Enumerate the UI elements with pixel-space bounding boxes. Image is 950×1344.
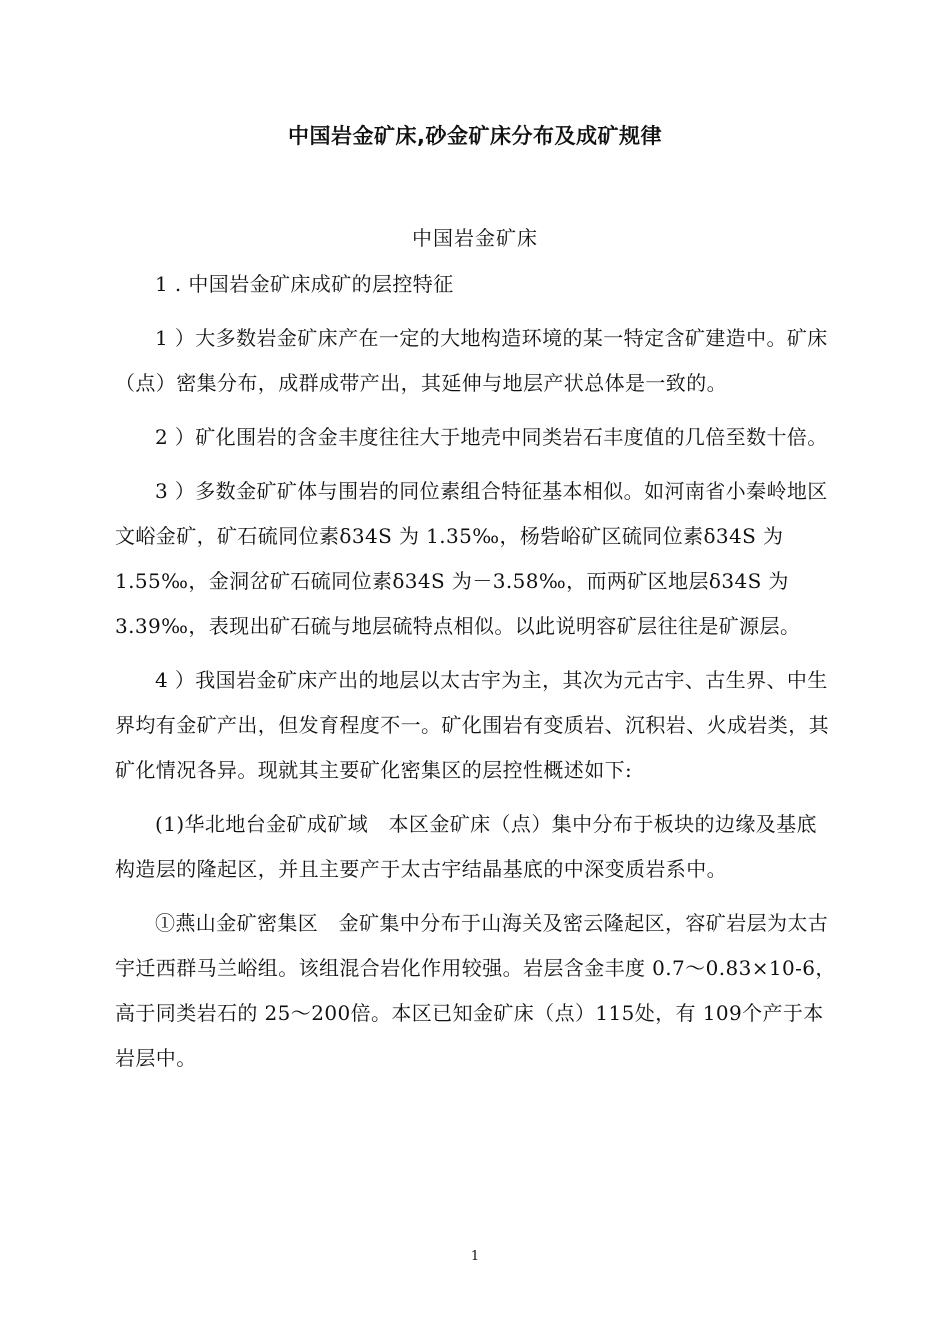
section-title: 中国岩金矿床 [412,226,538,250]
paragraph: 1 ）大多数岩金矿床产在一定的大地构造环境的某一特定含矿建造中。矿床（点）密集分布，成群成带产出，其延伸与地层产状总体是一致的。 [115,326,828,395]
paragraph: 4 ）我国岩金矿床产出的地层以太古宇为主，其次为元古宇、古生界、中生界均有金矿产出，但发育程度不一。矿化围岩有变质岩、沉积岩、火成岩类，其矿化情况各异。现就其主要矿化密集区的层控性概述如下: [115,668,829,782]
paragraph: (1)华北地台金矿成矿域 本区金矿床（点）集中分布于板块的边缘及基底构造层的隆起区，并且主要产于太古宇结晶基底的中深变质岩系中。 [115,812,817,881]
paragraph: 2 ）矿化围岩的含金丰度往往大于地壳中同类岩石丰度值的几倍至数十倍。 [155,425,828,449]
paragraph: 3 ）多数金矿矿体与围岩的同位素组合特征基本相似。如河南省小秦岭地区文峪金矿，矿石硫同位素δ34S 为 1.35‰，杨砦峪矿区硫同位素δ34S 为 1.55‰，金洞岔矿石硫同位素δ34S 为－3.58‰，而两矿区地层δ34S 为 3.39‰，表现出矿石硫与地层硫特点相似。以此说明容矿层往往是矿源层。 [115,479,828,638]
document-body [115,262,837,1090]
document-title: 中国岩金矿床,砂金矿床分布及成矿规律 [288,124,662,148]
subsection-heading: 1 . 中国岩金矿床成矿的层控特征 [155,272,454,296]
page-number: 1 [470,1249,480,1264]
paragraph: ①燕山金矿密集区 金矿集中分布于山海关及密云隆起区，容矿岩层为太古宇迁西群马兰峪组。该组混合岩化作用较强。岩层含金丰度 0.7～0.83×10-6，高于同类岩石的 25～200倍。本区已知金矿床（点）115处，有 109个产于本岩层中。 [115,911,836,1070]
